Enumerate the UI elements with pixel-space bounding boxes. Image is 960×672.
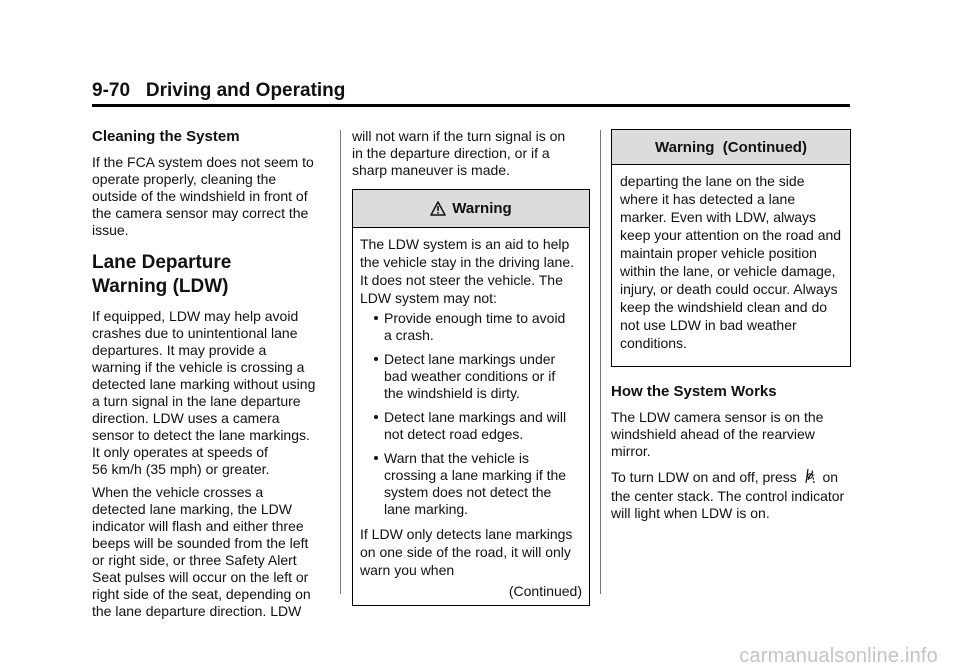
list-item	[360, 351, 582, 402]
warning-header	[353, 190, 589, 228]
warning-bullet-list	[360, 310, 582, 518]
ldw-heading-line1: Lane Departure	[92, 252, 232, 273]
bullet-dot	[374, 415, 378, 419]
ldw-heading	[92, 251, 332, 299]
list-item	[360, 450, 582, 518]
warning-title: Warning	[452, 200, 512, 217]
warning-continued-body	[612, 165, 850, 366]
list-item	[360, 409, 582, 443]
bullet-dot	[374, 456, 378, 460]
column-divider	[340, 130, 341, 594]
lane-departure-icon	[803, 468, 817, 488]
page-number: 9-70	[92, 80, 131, 101]
bullet-dot	[374, 357, 378, 361]
warning-body	[353, 228, 589, 605]
how-paragraph-2	[611, 468, 851, 522]
warning-triangle-icon	[430, 201, 446, 216]
cleaning-paragraph: If the FCA system does not seem to operate properly, cleaning the outside of the windshield in front of the camera sensor may correct the issue.	[92, 154, 314, 238]
list-item	[360, 310, 582, 344]
continuation-paragraph: will not warn if the turn signal is on in the departure direction, or if a sharp maneuver is made.	[352, 128, 566, 178]
warning-tail-text: If LDW only detects lane markings on one side of the road, it will only warn you when	[360, 526, 573, 578]
bullet-dot	[374, 316, 378, 320]
cleaning-heading: Cleaning the System	[92, 128, 240, 145]
page-header	[92, 80, 345, 102]
ldw-paragraph-2: When the vehicle crosses a detected lane marking, the LDW indicator will flash and either three beeps will be sounded from the left or right side, or three Safety Alert Seat pulses will occur on the left or right side of the seat, depending on the lane departure direction. LDW	[92, 484, 311, 619]
warning-continued-title: Warning (Continued)	[655, 138, 807, 156]
warning-continued-header	[612, 130, 850, 165]
how-paragraph-2-before: To turn LDW on and off, press	[611, 469, 797, 485]
how-paragraph-1: The LDW camera sensor is on the windshield ahead of the rearview mirror.	[611, 409, 824, 459]
how-system-works-heading: How the System Works	[611, 383, 777, 400]
column-divider	[600, 130, 601, 594]
section-title: Driving and Operating	[145, 80, 346, 101]
column-1	[92, 128, 332, 626]
continued-label: (Continued)	[508, 583, 582, 599]
column-2	[352, 128, 590, 606]
how-paragraph-2-after: on the center stack. The control indicator will light when LDW is on.	[611, 469, 845, 521]
bullet-text: Warn that the vehicle is crossing a lane marking if the system does not detect the lane marking.	[384, 450, 567, 517]
warning-continued-text: departing the lane on the side where it has detected a lane marker. Even with LDW, always keep your attention on the road and maintain proper vehicle position within the lane, or vehicle damage, injury, or death could occur. Always keep the windshield clean and do not use LDW in bad weather conditions.	[620, 173, 842, 351]
ldw-heading-line2: Warning (LDW)	[92, 276, 229, 297]
watermark: carmanualsonline.info	[739, 645, 938, 667]
warning-continued-box	[611, 129, 851, 367]
header-rule	[92, 104, 850, 107]
column-3	[611, 129, 851, 530]
bullet-text: Detect lane markings and will not detect road edges.	[384, 409, 567, 442]
warning-text: The LDW system is an aid to help the vehicle stay in the driving lane. It does not steer the vehicle. The LDW system may not:	[360, 236, 575, 306]
warning-box	[352, 189, 590, 606]
ldw-paragraph-1: If equipped, LDW may help avoid crashes due to unintentional lane departures. It may provide a warning if the vehicle is crossing a detected lane marking without using a turn signal in the lane departure direction. LDW uses a camera sensor to detect the lane markings. It only operates at speeds of 56 km/h (35 mph) or greater.	[92, 308, 316, 477]
bullet-text: Detect lane markings under bad weather conditions or if the windshield is dirty.	[384, 351, 556, 401]
bullet-text: Provide enough time to avoid a crash.	[384, 310, 566, 343]
